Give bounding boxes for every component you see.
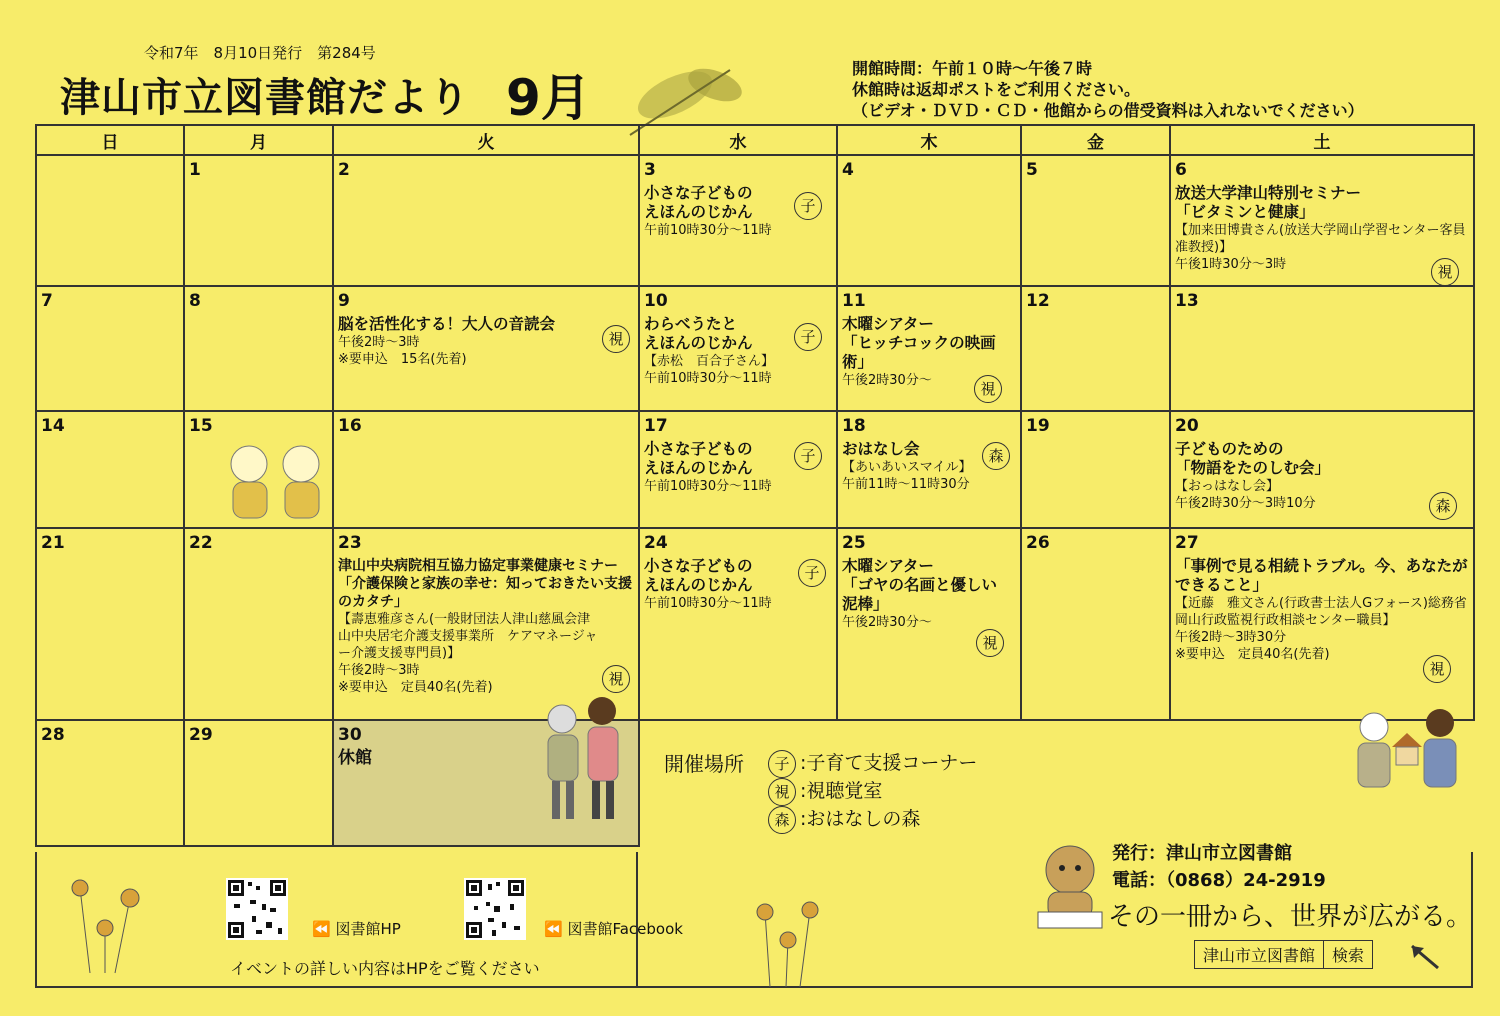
day-number: 5	[1026, 160, 1038, 180]
day-number: 30	[338, 725, 362, 745]
event-time: 午後2時～3時	[338, 335, 420, 350]
day-number: 11	[842, 291, 866, 311]
day-cell	[1170, 411, 1474, 528]
event-title: えほんのじかん	[644, 576, 753, 594]
event-time: 午後1時30分～3時	[1175, 257, 1287, 272]
day-number: 9	[338, 291, 350, 311]
legend	[664, 748, 744, 777]
event-speaker: 【壽恵雅彦さん(一般財団法人津山慈風会津山中央居宅介護支援事業所 ケアマネージャー介護支援専門員)】	[338, 612, 598, 661]
day-cell	[184, 286, 333, 411]
day-number: 10	[644, 291, 668, 311]
day-number: 1	[189, 160, 201, 180]
opening-hours-info	[852, 58, 1364, 121]
day-cell	[639, 155, 837, 286]
day-cell	[1170, 528, 1474, 720]
day-number: 21	[41, 533, 65, 553]
day-cell	[184, 155, 333, 286]
info-line: 開館時間：午前１０時～午後７時	[852, 59, 1093, 78]
shichokaku-mark: 視	[974, 375, 1002, 403]
day-number: 4	[842, 160, 854, 180]
day-number: 23	[338, 533, 362, 553]
day-cell	[837, 286, 1021, 411]
search-button[interactable]: 検索	[1323, 941, 1372, 968]
legend-item	[768, 748, 977, 778]
day-cell	[333, 411, 639, 528]
qr-code-hp[interactable]	[226, 878, 288, 940]
event-title: 脳を活性化する！大人の音読会	[338, 315, 556, 333]
day-cell	[639, 286, 837, 411]
kosodate-mark: 子	[794, 192, 822, 220]
kosodate-mark: 子	[794, 323, 822, 351]
shichokaku-mark: 視	[1423, 655, 1451, 683]
event-speaker: 【近藤 雅文さん(行政書士法人Gフォース)総務省岡山行政監視行政相談センター職員】	[1175, 596, 1467, 628]
day-number: 3	[644, 160, 656, 180]
day-number: 28	[41, 725, 65, 745]
day-cell	[639, 528, 837, 720]
day-cell	[333, 286, 639, 411]
shichokaku-mark: 視	[768, 778, 796, 806]
event-time: 午後2時～3時30分	[1175, 630, 1287, 645]
weekday-mon: 月	[184, 125, 333, 155]
event-title: 木曜シアター	[842, 557, 934, 575]
day-number: 20	[1175, 416, 1199, 436]
day-number: 8	[189, 291, 201, 311]
day-number: 15	[189, 416, 213, 436]
rewind-icon: ⏪	[312, 920, 331, 938]
search-term: 津山市立図書館	[1203, 946, 1316, 965]
weekday-sat: 土	[1170, 125, 1474, 155]
weekday-thu: 木	[837, 125, 1021, 155]
day-cell	[36, 528, 184, 720]
phone-number: 電話：（0868）24-2919	[1112, 870, 1326, 891]
event-title: 子どものための	[1175, 440, 1284, 458]
event-speaker: 【おっはなし会】	[1175, 479, 1280, 494]
event	[842, 557, 1006, 631]
event	[338, 315, 634, 368]
info-line: 休館時は返却ポストをご利用ください。	[852, 80, 1141, 99]
ohanashi-mark: 森	[1429, 492, 1457, 520]
event-title: 木曜シアター	[842, 315, 934, 333]
day-number: 13	[1175, 291, 1199, 311]
event-title: おはなし会	[842, 440, 920, 458]
event-note: ※要申込 15名(先着)	[338, 352, 467, 367]
shichokaku-mark: 視	[976, 629, 1004, 657]
day-cell	[837, 155, 1021, 286]
event-title: 小さな子どもの	[644, 440, 753, 458]
day-cell	[1170, 286, 1474, 411]
day-number: 27	[1175, 533, 1199, 553]
day-number: 6	[1175, 160, 1187, 180]
month-title: 9月	[506, 69, 591, 127]
legend-label: :おはなしの森	[800, 808, 921, 830]
day-number: 16	[338, 416, 362, 436]
newsletter-title: 津山市立図書館だより	[60, 75, 470, 121]
legend-label: :子育て支援コーナー	[800, 752, 978, 774]
event	[1175, 440, 1469, 512]
closed-label: 休館	[338, 748, 372, 768]
flower-illustration	[740, 892, 840, 992]
legend-item	[768, 776, 882, 806]
day-number: 24	[644, 533, 668, 553]
day-cell	[1170, 155, 1474, 286]
weekday-tue: 火	[333, 125, 639, 155]
day-cell	[837, 411, 1021, 528]
day-cell	[36, 411, 184, 528]
day-cell	[36, 720, 184, 846]
day-cell	[1021, 411, 1170, 528]
day-number: 17	[644, 416, 668, 436]
shichokaku-mark: 視	[1431, 258, 1459, 286]
event-title: 放送大学津山特別セミナー	[1175, 184, 1362, 202]
search-box[interactable]	[1194, 940, 1373, 969]
event-title: 小さな子どもの	[644, 184, 753, 202]
caregiver-illustration	[534, 691, 634, 831]
ohanashi-mark: 森	[982, 442, 1010, 470]
day-cell	[837, 528, 1021, 720]
event-time: 午後2時30分～	[842, 615, 932, 630]
rewind-icon: ⏪	[544, 920, 563, 938]
elderly-couple-illustration	[221, 440, 331, 522]
kosodate-mark: 子	[798, 559, 826, 587]
day-cell	[333, 155, 639, 286]
event-title: 小さな子どもの	[644, 557, 753, 575]
legend-item	[768, 804, 920, 834]
day-number: 25	[842, 533, 866, 553]
event-note: ※要申込 定員40名(先着)	[1175, 647, 1330, 662]
day-cell-closed	[333, 720, 639, 846]
event-title: えほんのじかん	[644, 203, 753, 221]
shichokaku-mark: 視	[602, 665, 630, 693]
day-number: 12	[1026, 291, 1050, 311]
info-line: （ビデオ・ＤＶＤ・ＣＤ・他館からの借受資料は入れないでください）	[852, 101, 1364, 120]
event-title: 「ゴヤの名画と優しい泥棒」	[842, 576, 998, 613]
weekday-fri: 金	[1021, 125, 1170, 155]
event-title: 「ヒッチコックの映画術」	[842, 334, 996, 371]
event-time: 午前10時30分～11時	[644, 596, 772, 611]
event	[1175, 184, 1469, 273]
event-time: 午後2時30分～3時10分	[1175, 496, 1316, 511]
day-cell	[1021, 155, 1170, 286]
footer-note: イベントの詳しい内容はHPをご覧ください	[230, 959, 540, 978]
house-handover-illustration	[1352, 705, 1462, 791]
event	[338, 557, 632, 696]
day-cell	[184, 720, 333, 846]
mascot-illustration	[1030, 836, 1110, 936]
event-note: ※要申込 定員40名(先着)	[338, 680, 493, 695]
facebook-link-label: 図書館Facebook	[567, 920, 683, 938]
event-speaker: 【あいあいスマイル】	[842, 460, 972, 475]
event-title: 「物語をたのしむ会」	[1175, 459, 1331, 477]
event-time: 午前10時30分～11時	[644, 479, 772, 494]
day-cell	[1021, 528, 1170, 720]
cursor-arrow-icon	[1410, 944, 1442, 972]
event	[842, 315, 1000, 389]
weekday-wed: 水	[639, 125, 837, 155]
day-number: 7	[41, 291, 53, 311]
event-title: 「ビタミンと健康」	[1175, 203, 1315, 221]
hp-link[interactable]	[312, 918, 401, 939]
day-number: 29	[189, 725, 213, 745]
event-title: 「事例で見る相続トラブル。今、あなたができること」	[1175, 557, 1468, 594]
publisher: 発行：津山市立図書館	[1112, 843, 1292, 864]
day-cell	[639, 411, 837, 528]
event-time: 午前11時～11時30分	[842, 477, 970, 492]
day-number: 14	[41, 416, 65, 436]
legend-title: 開催場所	[664, 752, 744, 776]
event	[1175, 557, 1469, 663]
calendar-table	[35, 124, 1475, 847]
kosodate-mark: 子	[768, 750, 796, 778]
day-cell-empty	[36, 155, 184, 286]
event-speaker: 【赤松 百合子さん】	[644, 354, 775, 369]
hp-link-label: 図書館HP	[335, 920, 401, 938]
qr-code-facebook[interactable]	[464, 878, 526, 940]
flower-illustration	[60, 868, 160, 978]
day-cell	[184, 411, 333, 528]
event-time: 午後2時30分～	[842, 373, 932, 388]
event-speaker: 【加来田博貴さん(放送大学岡山学習センター客員准教授)】	[1175, 223, 1466, 255]
facebook-link[interactable]	[544, 918, 683, 939]
day-number: 19	[1026, 416, 1050, 436]
shichokaku-mark: 視	[602, 325, 630, 353]
ohanashi-mark: 森	[768, 806, 796, 834]
event-time: 午前10時30分～11時	[644, 223, 772, 238]
slogan: その一冊から、世界が広がる。	[1108, 902, 1473, 932]
event-title: 津山中央病院相互協力協定事業健康セミナー「介護保険と家族の幸せ：知っておきたい支援のカタチ」	[338, 558, 632, 610]
day-number: 26	[1026, 533, 1050, 553]
event-time: 午前10時30分～11時	[644, 371, 772, 386]
day-cell	[1021, 286, 1170, 411]
weekday-sun: 日	[36, 125, 184, 155]
event-title: わらべうたと	[644, 315, 738, 333]
day-number: 2	[338, 160, 350, 180]
issue-info: 令和7年 8月10日発行 第284号	[144, 44, 376, 62]
day-number: 22	[189, 533, 213, 553]
event-title: えほんのじかん	[644, 459, 753, 477]
legend-label: :視聴覚室	[800, 780, 883, 802]
event-time: 午後2時～3時	[338, 663, 420, 678]
day-cell	[36, 286, 184, 411]
day-cell	[184, 528, 333, 720]
day-number: 18	[842, 416, 866, 436]
publisher-info	[1112, 840, 1326, 894]
kosodate-mark: 子	[794, 442, 822, 470]
event-title: えほんのじかん	[644, 334, 753, 352]
